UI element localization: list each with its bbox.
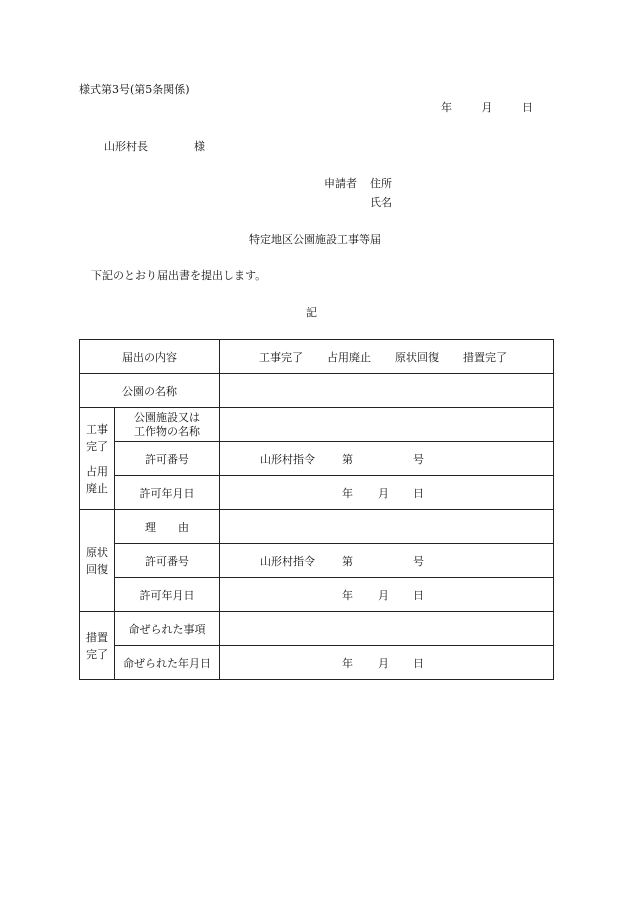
park-name-value[interactable] bbox=[220, 374, 554, 408]
option-measure-complete[interactable]: 措置完了 bbox=[463, 350, 507, 364]
permit-number-label: 許可番号 bbox=[115, 544, 220, 578]
option-construction-complete[interactable]: 工事完了 bbox=[259, 350, 303, 364]
date-month: 月 bbox=[481, 101, 493, 114]
table-row bbox=[80, 340, 554, 374]
table-row bbox=[80, 578, 554, 612]
table-row bbox=[80, 374, 554, 408]
facility-name-label: 公園施設又は 工作物の名称 bbox=[115, 408, 220, 442]
group-construction-occupancy-label: 工事 完了 占用 廃止 bbox=[80, 408, 115, 510]
applicant-label: 申請者 bbox=[324, 177, 357, 190]
permit-number-value[interactable]: 山形村指令 第 号 bbox=[220, 544, 554, 578]
date-year: 年 bbox=[441, 101, 452, 114]
facility-name-value[interactable] bbox=[220, 408, 554, 442]
option-restoration[interactable]: 原状回復 bbox=[395, 350, 439, 364]
permit-date-label: 許可年月日 bbox=[115, 476, 220, 510]
park-name-label: 公園の名称 bbox=[80, 374, 220, 408]
table-row bbox=[80, 442, 554, 476]
notification-table bbox=[79, 339, 554, 680]
ordered-matter-label: 命ぜられた事項 bbox=[115, 612, 220, 646]
permit-number-value[interactable]: 山形村指令 第 号 bbox=[220, 442, 554, 476]
option-occupancy-abolished[interactable]: 占用廃止 bbox=[327, 350, 371, 364]
table-row bbox=[80, 612, 554, 646]
permit-date-label: 許可年月日 bbox=[115, 578, 220, 612]
applicant-name-label: 氏名 bbox=[370, 196, 392, 209]
form-number: 様式第3号(第5条関係) bbox=[79, 83, 190, 96]
ordered-date-value[interactable]: 年 月 日 bbox=[220, 646, 554, 680]
permit-date-value[interactable]: 年 月 日 bbox=[220, 578, 554, 612]
group-restoration-label: 原状 回復 bbox=[80, 510, 115, 612]
addressee-name: 山形村長 bbox=[104, 140, 148, 153]
applicant-address-label: 住所 bbox=[370, 177, 392, 190]
notification-content-label: 届出の内容 bbox=[80, 340, 220, 374]
table-row bbox=[80, 510, 554, 544]
reason-value[interactable] bbox=[220, 510, 554, 544]
ordered-date-label: 命ぜられた年月日 bbox=[115, 646, 220, 680]
submission-date bbox=[441, 99, 533, 115]
ki-heading: 記 bbox=[306, 306, 317, 319]
permit-number-label: 許可番号 bbox=[115, 442, 220, 476]
date-day: 日 bbox=[522, 101, 533, 114]
addressee bbox=[104, 138, 205, 154]
table-row bbox=[80, 544, 554, 578]
reason-label: 理 由 bbox=[115, 510, 220, 544]
group-measure-label: 措置 完了 bbox=[80, 612, 115, 680]
table-row bbox=[80, 476, 554, 510]
document-title: 特定地区公園施設工事等届 bbox=[249, 233, 381, 246]
permit-date-value[interactable]: 年 月 日 bbox=[220, 476, 554, 510]
ordered-matter-value[interactable] bbox=[220, 612, 554, 646]
intro-text: 下記のとおり届出書を提出します。 bbox=[91, 269, 267, 282]
notification-options bbox=[220, 340, 554, 374]
table-row bbox=[80, 408, 554, 442]
table-row bbox=[80, 646, 554, 680]
addressee-suffix: 様 bbox=[194, 140, 205, 153]
